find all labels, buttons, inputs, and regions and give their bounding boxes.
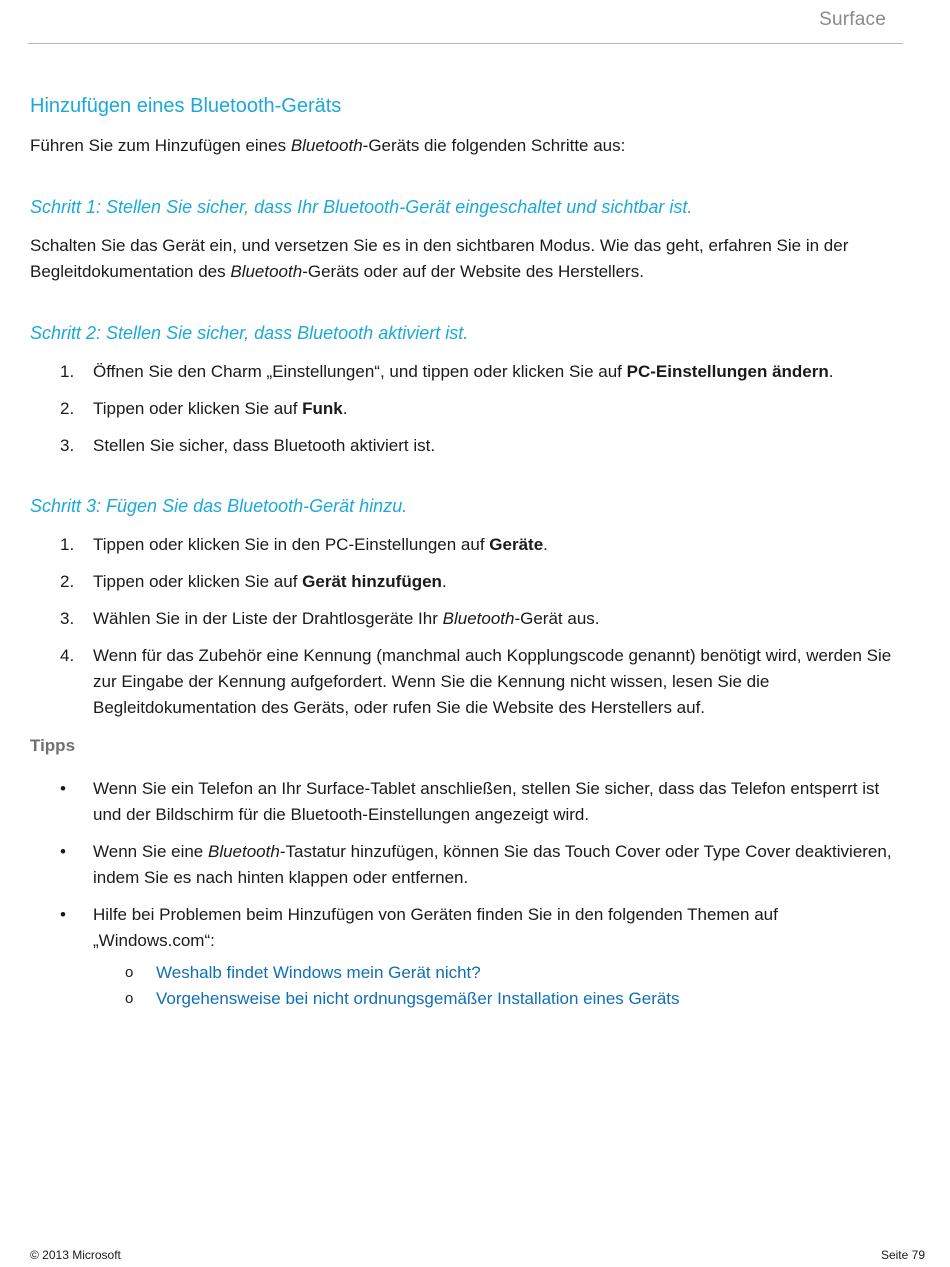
list-number: 3. [60,436,75,455]
bullet-icon: • [60,842,66,861]
intro-text-end: -Geräts die folgenden Schritte aus: [362,136,626,155]
list-bold: Geräte [489,535,544,554]
circle-bullet-icon: o [125,964,134,981]
list-number: 1. [60,362,75,381]
intro-paragraph [30,133,895,159]
circle-bullet-icon: o [125,990,134,1007]
list-text: Wählen Sie in der Liste der Drahtlosgeräte Ihr [93,609,443,628]
link-device-install-issue[interactable]: Vorgehensweise bei nicht ordnungsgemäßer Installation eines Geräts [156,989,680,1008]
list-number: 2. [60,572,75,591]
bullet-icon: • [60,779,66,798]
page-title: Hinzufügen eines Bluetooth-Geräts [30,95,342,117]
step3-heading: Schritt 3: Fügen Sie das Bluetooth-Gerät hinzu. [30,496,408,516]
bullet-icon: • [60,905,66,924]
list-text-end: . [543,535,548,554]
list-text: Öffnen Sie den Charm „Einstellungen“, und tippen oder klicken Sie auf [93,362,627,381]
step1-line1: Schalten Sie das Gerät ein, und versetzen Sie es in den sichtbaren Modus. Wie das geht, erfahren Sie in der [30,236,849,255]
intro-text: Führen Sie zum Hinzufügen eines [30,136,291,155]
footer-copyright: © 2013 Microsoft [30,1248,121,1262]
list-text: Tippen oder klicken Sie in den PC-Einstellungen auf [93,535,490,554]
link-device-not-found[interactable]: Weshalb findet Windows mein Gerät nicht? [156,963,481,982]
tip-italic: Bluetooth [207,842,280,861]
list-text-end: -Gerät aus. [514,609,600,628]
list-bold: PC-Einstellungen ändern [626,362,829,381]
intro-italic: Bluetooth [290,136,363,155]
list-text: Tippen oder klicken Sie auf [93,399,303,418]
brand-logo: Surface [819,9,886,30]
step1-line2: Begleitdokumentation des [30,262,231,281]
footer-page-number: Seite 79 [880,1248,925,1262]
list-number: 4. [60,646,75,665]
tip-text-end: -Tastatur hinzufügen, können Sie das Touch Cover oder Type Cover deaktivieren, indem Sie es nach hinten klappen oder entfernen. [93,842,892,887]
tip-text: Wenn Sie eine [93,842,208,861]
step2-heading: Schritt 2: Stellen Sie sicher, dass Bluetooth aktiviert ist. [30,323,469,343]
step1-italic: Bluetooth [230,262,303,281]
step1-heading: Schritt 1: Stellen Sie sicher, dass Ihr Bluetooth-Gerät eingeschaltet und sichtbar ist. [30,197,693,217]
step1-line2-end: -Geräts oder auf der Website des Herstellers. [302,262,644,281]
list-number: 2. [60,399,75,418]
tips-heading: Tipps [30,736,76,755]
list-text-end: . [828,362,834,381]
list-bold: Gerät hinzufügen [302,572,442,591]
list-number: 3. [60,609,75,628]
list-text: Wenn für das Zubehör eine Kennung (manchmal auch Kopplungscode genannt) benötigt wird, werden Sie zur Eingabe der Kennung aufgefordert. Wenn Sie die Kennung nicht wissen, lesen Sie die Begleitdokumentation des Geräts, oder rufen Sie die Website des Herstellers auf. [93,646,892,717]
tip-text: Wenn Sie ein Telefon an Ihr Surface-Tablet anschließen, stellen Sie sicher, dass das Telefon entsperrt ist und der Bildschirm für die Bluetooth-Einstellungen angezeigt wird. [93,779,880,824]
list-text-end: . [342,399,348,418]
list-bold: Funk [302,399,343,418]
header-divider [28,43,903,44]
step1-paragraph [30,233,895,285]
list-text: Stellen Sie sicher, dass Bluetooth aktiviert ist. [93,436,436,455]
tip-text: Hilfe bei Problemen beim Hinzufügen von Geräten finden Sie in den folgenden Themen auf „Windows.com“: [93,905,778,950]
list-text-end: . [441,572,447,591]
list-italic: Bluetooth [442,609,515,628]
list-number: 1. [60,535,75,554]
list-text: Tippen oder klicken Sie auf [93,572,303,591]
